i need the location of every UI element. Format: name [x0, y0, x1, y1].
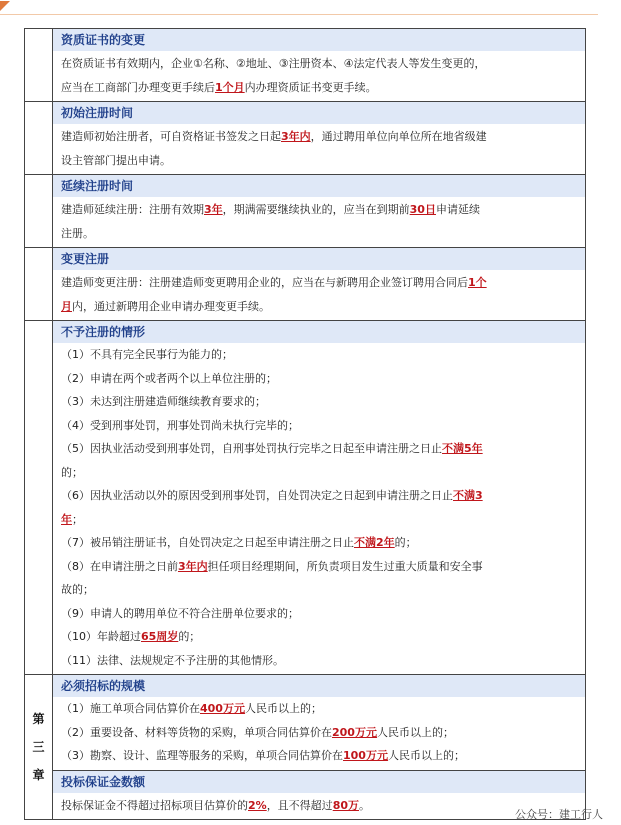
text-line	[61, 295, 577, 319]
text-line	[61, 794, 577, 818]
list-item: （4）受到刑事处罚，刑事处罚尚未执行完毕的；	[61, 418, 299, 432]
list-item	[61, 625, 579, 649]
side-cell	[25, 321, 53, 675]
text-line	[61, 52, 577, 76]
highlight: 400万元	[200, 702, 245, 715]
text: 申请延续	[435, 203, 480, 216]
side-cell	[25, 248, 53, 321]
highlight: 3年	[204, 203, 223, 216]
list-item: （11）法律、法规规定不予注册的其他情形。	[61, 653, 284, 667]
section-title: 投标保证金数额	[53, 771, 585, 793]
section-title: 变更注册	[53, 248, 585, 270]
side-cell	[25, 29, 53, 102]
highlight: 月	[61, 300, 72, 313]
highlight: 30日	[409, 203, 436, 216]
content-cell	[53, 248, 586, 321]
study-notes-table	[24, 28, 586, 820]
list-item	[61, 697, 579, 721]
list-item	[61, 531, 579, 555]
content-cell	[53, 770, 586, 819]
text: 人民币以上的；	[376, 725, 454, 739]
text: 的；	[178, 630, 201, 643]
list-item-continued: 故的；	[61, 583, 94, 596]
section-change-registration	[25, 248, 586, 321]
side-cell	[25, 102, 53, 175]
section-title: 延续注册时间	[53, 175, 585, 197]
text: 注册。	[61, 227, 94, 240]
text: ；	[72, 512, 83, 526]
text-line	[61, 76, 577, 100]
list-item-continued	[61, 508, 579, 532]
text: 的；	[394, 536, 417, 549]
text-line	[61, 271, 577, 295]
text: 设主管部门提出申请。	[61, 154, 171, 167]
text: ，通过聘用单位向单位所在地省级建	[310, 130, 487, 143]
chapter-char: 三	[32, 739, 45, 754]
text: 。	[359, 798, 370, 812]
chapter-char: 第	[32, 711, 45, 726]
list-item	[61, 721, 579, 745]
section-title: 初始注册时间	[53, 102, 585, 124]
text: （2）重要设备、材料等货物的采购，单项合同估算价在	[61, 725, 332, 739]
text-line	[61, 198, 577, 222]
content-cell	[53, 175, 586, 248]
text: 人民币以上的；	[387, 749, 465, 762]
watermark-text: 公众号：建工行人	[515, 808, 603, 821]
highlight: 65周岁	[141, 630, 179, 643]
highlight: 年	[61, 512, 72, 526]
section-renewal-registration	[25, 175, 586, 248]
text: 在资质证书有效期内，企业①名称、②地址、③注册资本、④法定代表人等发生变更的，	[61, 57, 486, 70]
text-line	[61, 149, 577, 173]
list-item	[61, 744, 579, 768]
list-item	[61, 484, 579, 508]
highlight: 不满5年	[442, 442, 483, 455]
highlight: 200万元	[332, 725, 377, 739]
highlight: 2%	[248, 798, 267, 812]
header-rule	[0, 14, 598, 15]
section-title: 必须招标的规模	[53, 675, 585, 697]
list-item: （3）未达到注册建造师继续教育要求的；	[61, 395, 266, 408]
section-tender-scale	[25, 675, 586, 771]
text-line	[61, 222, 577, 246]
list-item: （1）不具有完全民事行为能力的；	[61, 348, 233, 361]
text: 建造师延续注册：注册有效期	[61, 203, 204, 216]
highlight: 不满2年	[354, 536, 395, 549]
chapter-char: 章	[32, 767, 45, 782]
text: （1）施工单项合同估算价在	[61, 702, 200, 715]
item-list	[53, 697, 585, 770]
section-title: 资质证书的变更	[53, 29, 585, 51]
highlight: 3年内	[178, 559, 208, 573]
side-cell	[25, 175, 53, 248]
highlight: 1个月	[215, 81, 245, 94]
text: 担任项目经理期间，所负责项目发生过重大质量和安全事	[207, 559, 483, 573]
text: 人民币以上的；	[244, 702, 322, 715]
text: （5）因执业活动受到刑事处罚，自刑事处罚执行完毕之日起至申请注册之日止	[61, 442, 442, 455]
text: ，期满需要继续执业的，应当在到期前	[222, 203, 410, 216]
text: 内办理资质证书变更手续。	[244, 81, 377, 94]
section-qualification-change	[25, 29, 586, 102]
text: ，且不得超过	[266, 798, 333, 812]
item-list	[53, 343, 585, 674]
highlight: 100万元	[343, 749, 388, 762]
text: 建造师变更注册：注册建造师变更聘用企业的，应当在与新聘用企业签订聘用合同后	[61, 276, 468, 289]
section-no-registration	[25, 321, 586, 675]
text: 投标保证金不得超过招标项目估算价的	[61, 798, 248, 812]
list-item	[61, 437, 579, 461]
text: 应当在工商部门办理变更手续后	[61, 81, 215, 94]
text: （8）在申请注册之日前	[61, 559, 178, 573]
content-cell	[53, 321, 586, 675]
list-item-continued: 的；	[61, 465, 83, 479]
text: 内，通过新聘用企业申请办理变更手续。	[72, 300, 270, 313]
section-title: 不予注册的情形	[53, 321, 585, 343]
section-bid-bond	[25, 770, 586, 819]
list-item: （9）申请人的聘用单位不符合注册单位要求的；	[61, 606, 299, 620]
chapter-label	[25, 675, 53, 820]
highlight: 1个	[468, 276, 487, 289]
highlight: 3年内	[281, 130, 311, 143]
content-cell	[53, 29, 586, 102]
list-item	[61, 555, 579, 579]
content-cell	[53, 102, 586, 175]
list-item: （2）申请在两个或者两个以上单位注册的；	[61, 371, 277, 385]
text: 建造师初始注册者，可自资格证书签发之日起	[61, 130, 281, 143]
content-cell	[53, 675, 586, 771]
highlight: 不满3	[453, 489, 483, 502]
text: （10）年龄超过	[61, 630, 141, 643]
section-initial-registration	[25, 102, 586, 175]
highlight: 80万	[332, 798, 359, 812]
text: （6）因执业活动以外的原因受到刑事处罚，自处罚决定之日起到申请注册之日止	[61, 489, 453, 502]
corner-decoration	[0, 0, 14, 14]
text: （7）被吊销注册证书，自处罚决定之日起至申请注册之日止	[61, 536, 354, 549]
text: （3）勘察、设计、监理等服务的采购，单项合同估算价在	[61, 749, 343, 762]
text-line	[61, 125, 577, 149]
watermark	[515, 806, 603, 822]
